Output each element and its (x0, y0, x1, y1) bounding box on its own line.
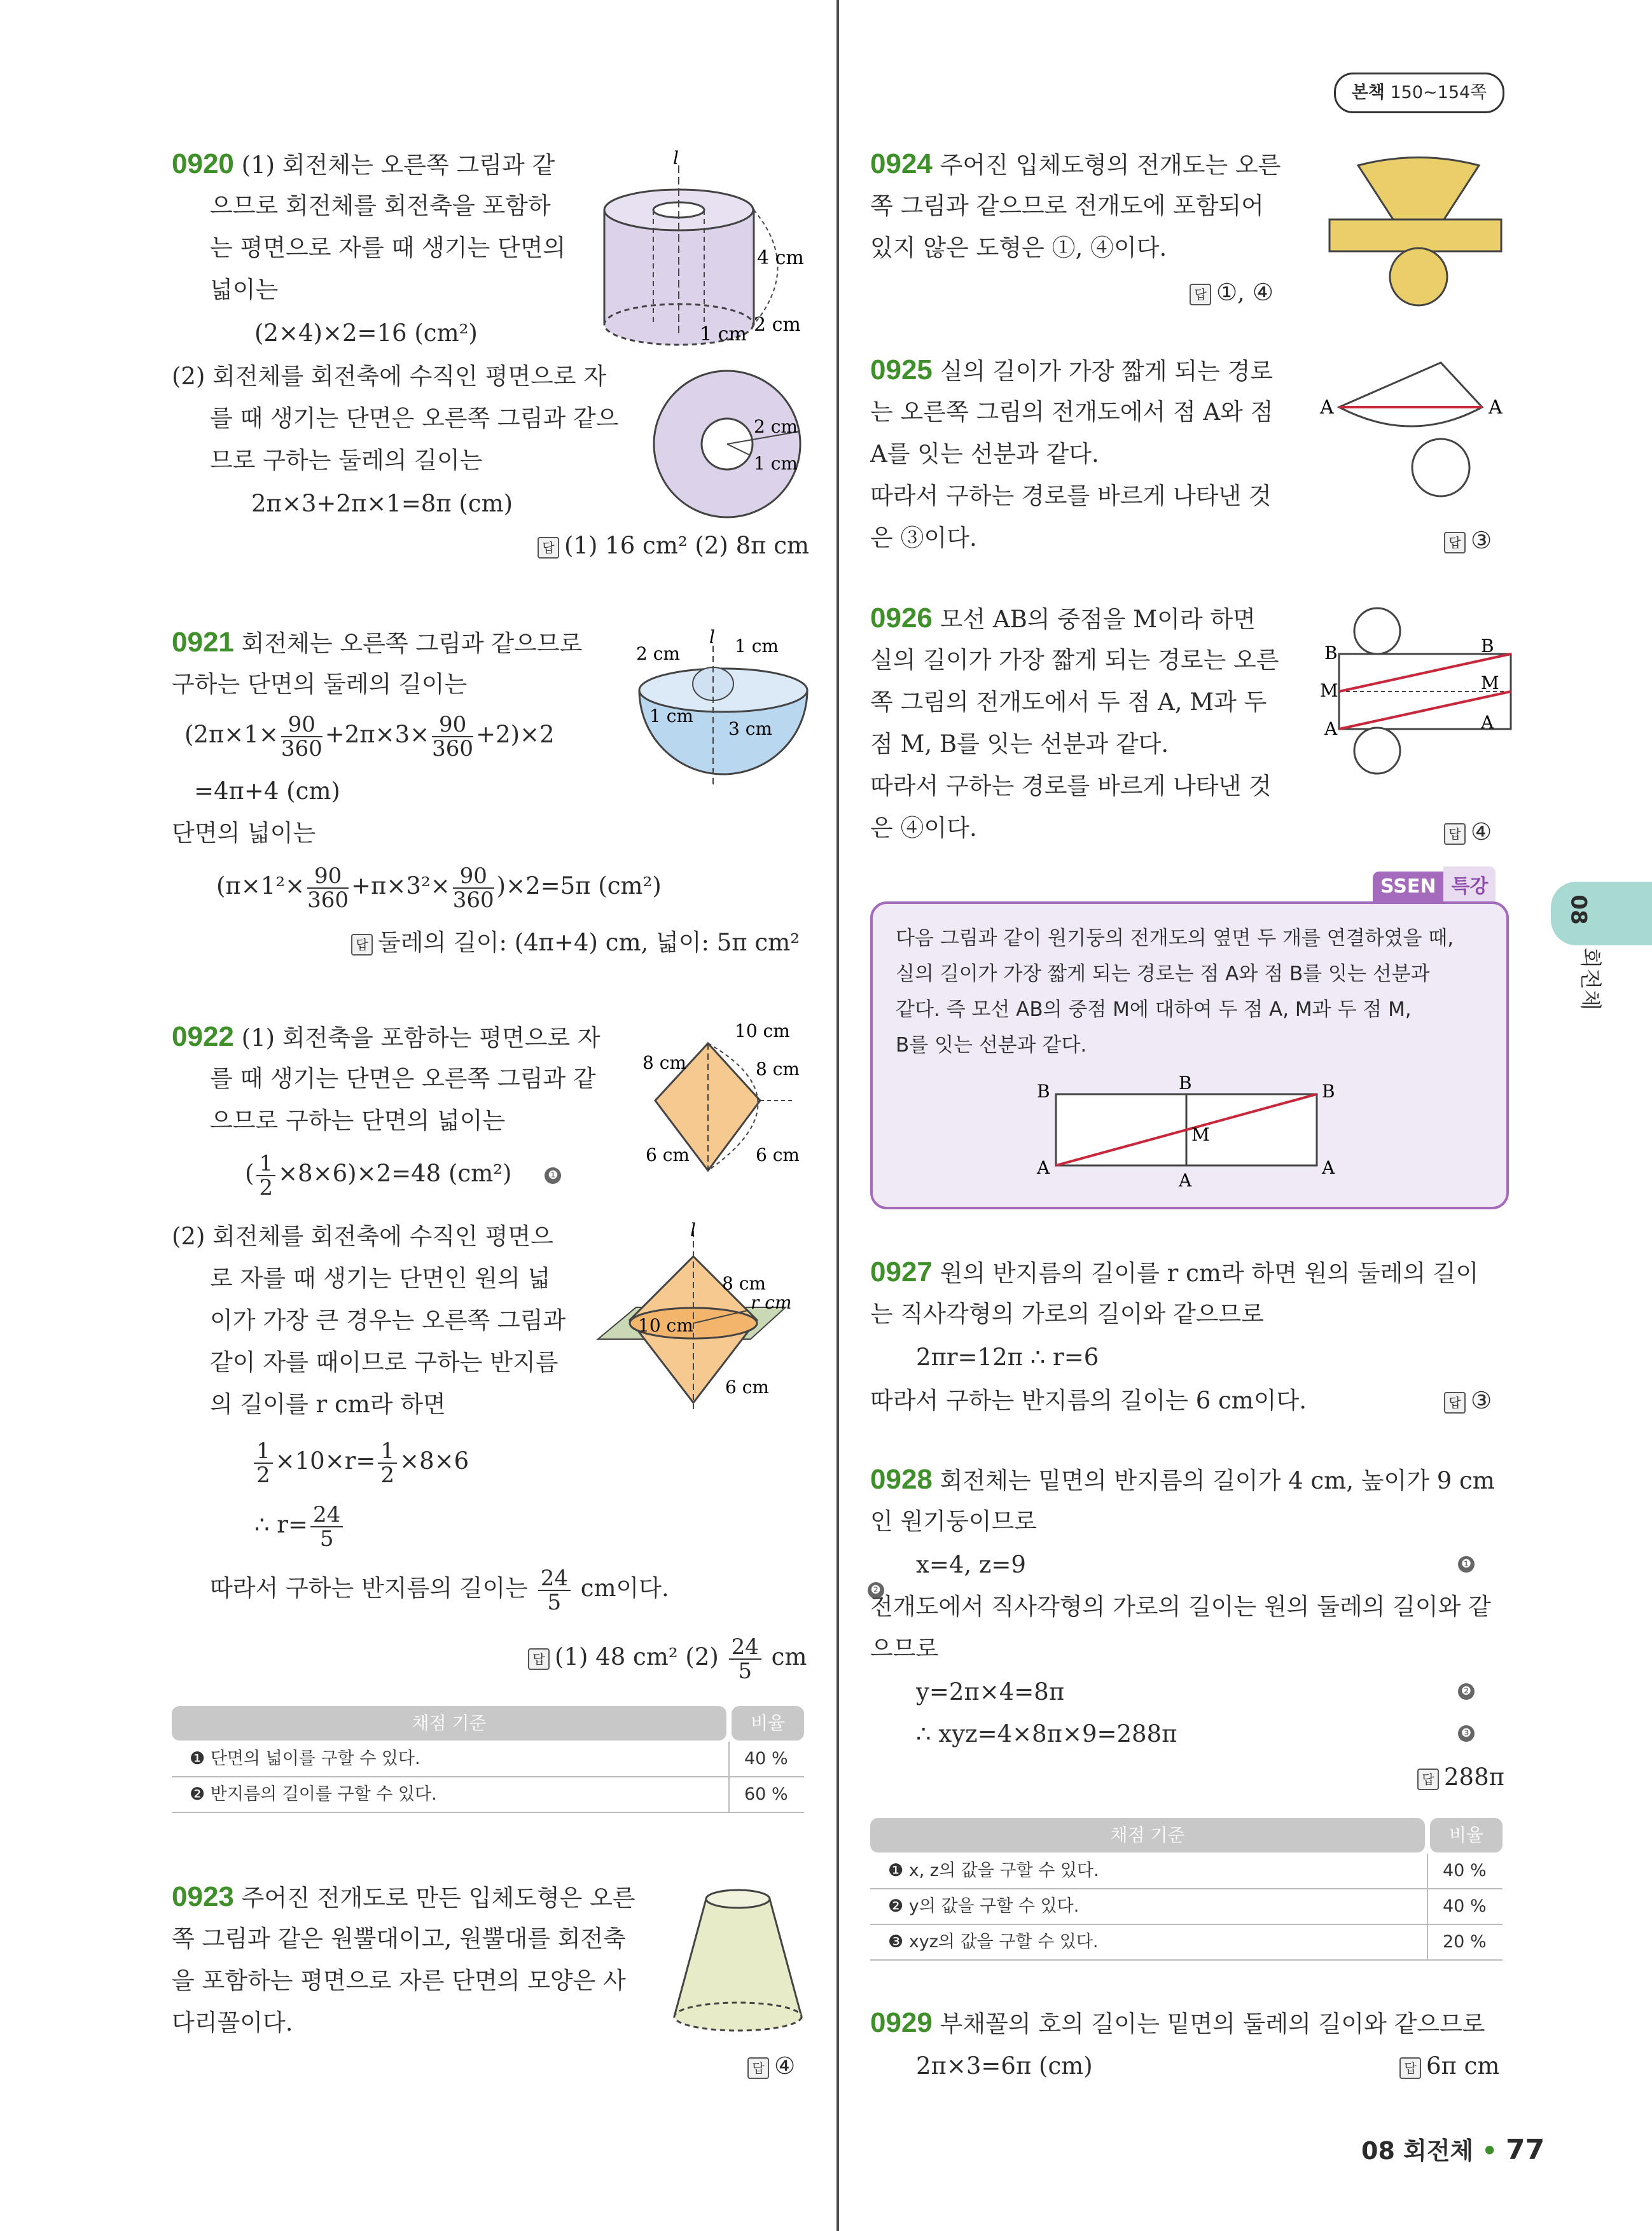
p0922-fig-8cm-r: 8 cm (756, 1059, 800, 1080)
p0925-number: 0925 (870, 354, 933, 386)
p0925-line4: 따라서 구하는 경로를 바르게 나타낸 것 (870, 482, 1272, 510)
p0922-line7: 이가 가장 큰 경우는 오른쪽 그림과 (210, 1307, 566, 1334)
p0921-line3: (2π×1× $\frac{90}{360}$ +2π×3× $\frac{90}{360}$ +2)×2 (184, 711, 555, 761)
answer-mark-icon: 답 (528, 1648, 550, 1670)
p0926-figure-cylinder-net (1310, 604, 1514, 776)
ssen-fig-m: M (1191, 1124, 1210, 1145)
step-marker-2: ❷ (868, 1582, 884, 1599)
p0922-line2: 를 때 생기는 단면은 오른쪽 그림과 같 (210, 1065, 596, 1092)
p0921-fig-2cm: 2 cm (636, 643, 680, 664)
p0925-line5: 은 ③이다. (870, 524, 977, 552)
p0922-line4: ( $\frac{1}{2}$ ×8×6)×2=48 (cm²) ❶ (245, 1151, 561, 1199)
p0922-fig2-10cm: 10 cm (638, 1315, 693, 1336)
footer-bullet: • (1482, 2137, 1497, 2165)
p0928-line4: 전개도에서 직사각형의 가로의 길이는 원의 둘레의 길이와 같 (870, 1593, 1491, 1620)
answer-mark-icon: 답 (1444, 532, 1466, 553)
p0925-fig-a-right: A (1489, 396, 1503, 419)
p0922-line8: 같이 자를 때이므로 구하는 반지름 (210, 1349, 559, 1376)
p0922-answer: 답 (1) 48 cm² (2) $\frac{24}{5}$ cm (528, 1635, 807, 1683)
p0922-line11: ∴ r= $\frac{24}{5}$ (254, 1503, 345, 1550)
p0928-step2: ❷ (1458, 1683, 1475, 1700)
p0920-figure-annulus (642, 361, 814, 539)
p0926-number: 0926 (870, 602, 933, 634)
p0929-answer: 답 6π cm (1399, 2052, 1499, 2080)
p0922-fig2-rcm: r cm (751, 1292, 792, 1313)
p0928-line2: 인 원기둥이므로 (870, 1508, 1037, 1535)
fraction: $\frac{90}{360}$ (281, 711, 323, 761)
p0928-line1: 0928 회전체는 밑면의 반지름의 길이가 4 cm, 높이가 9 cm (870, 1464, 1495, 1495)
p0926-fig-a-right: A (1481, 712, 1494, 733)
ssen-fig-a-left: A (1037, 1157, 1050, 1178)
p0929-line1: 0929 부채꼴의 호의 길이는 밑면의 둘레의 길이와 같으므로 (870, 2007, 1485, 2038)
grading-header-criteria: 채점 기준 (870, 1818, 1425, 1852)
p0928-line3: x=4, z=9 (916, 1551, 1026, 1578)
fraction: $\frac{24}{5}$ (538, 1567, 571, 1614)
page-ref-badge (1334, 73, 1504, 113)
p0928-number: 0928 (870, 1464, 933, 1495)
p0921-line4: =4π+4 (cm) (194, 777, 340, 805)
p0928-step1: ❶ (1458, 1556, 1475, 1573)
p0920-answer: 답 (1) 16 cm² (2) 8π cm (538, 532, 809, 560)
p0920-line9: 2π×3+2π×1=8π (cm) (251, 490, 513, 517)
p0924-number: 0924 (870, 148, 933, 179)
p0926-fig-b-left: B (1324, 643, 1338, 664)
p0920-line4: 넓이는 (210, 276, 279, 303)
chapter-side-number: 08 (1565, 894, 1592, 925)
fraction: $\frac{1}{2}$ (254, 1440, 273, 1487)
p0925-line3: A를 잇는 선분과 같다. (870, 440, 1099, 468)
grading-row: ❷ y의 값을 구할 수 있다. 40 % (870, 1889, 1503, 1925)
p0920-fig-1cm: 1 cm (700, 323, 747, 345)
ssen-line2: 실의 길이가 가장 짧게 되는 경로는 점 A와 점 B를 잇는 선분과 (896, 963, 1430, 985)
p0926-fig-m-right: M (1481, 672, 1499, 693)
step-marker-1: ❶ (545, 1167, 561, 1184)
p0921-fig-1cm-top: 1 cm (735, 636, 779, 657)
p0922-fig-6cm-l: 6 cm (646, 1144, 690, 1165)
p0927-line4: 따라서 구하는 반지름의 길이는 6 cm이다. (870, 1387, 1307, 1414)
p0928-line6: y=2π×4=8π (916, 1678, 1065, 1706)
p0920-line1: 0920 (1) 회전체는 오른쪽 그림과 같 (172, 148, 555, 179)
p0929-number: 0929 (870, 2007, 933, 2038)
p0920-line6: (2) 회전체를 회전축에 수직인 평면으로 자 (172, 363, 607, 390)
ssen-fig-b-right: B (1322, 1081, 1335, 1102)
p0923-line2: 쪽 그림과 같은 원뿔대이고, 원뿔대를 회전축 (172, 1925, 626, 1952)
grading-table-0922 (172, 1706, 804, 1814)
p0922-line3: 으므로 구하는 단면의 넓이는 (210, 1107, 506, 1134)
p0920-line3: 는 평면으로 자를 때 생기는 단면의 (210, 234, 566, 261)
grading-row: ❶ 단면의 넓이를 구할 수 있다. 40 % (172, 1742, 804, 1777)
answer-mark-icon: 답 (1417, 1769, 1439, 1790)
ssen-fig-b-left: B (1037, 1081, 1050, 1102)
p0924-line2: 쪽 그림과 같으므로 전개도에 포함되어 (870, 192, 1264, 219)
p0927-line3: 2πr=12π ∴ r=6 (916, 1344, 1099, 1371)
p0926-fig-m-left: M (1320, 680, 1338, 701)
answer-mark-icon: 답 (1444, 1392, 1466, 1414)
p0923-line3: 을 포함하는 평면으로 자른 단면의 모양은 사 (172, 1967, 626, 1994)
grading-header-criteria: 채점 기준 (172, 1706, 726, 1741)
p0920-fig-2cm: 2 cm (754, 314, 801, 336)
p0922-fig2-6cm: 6 cm (725, 1377, 769, 1398)
p0926-line6: 은 ④이다. (870, 814, 977, 842)
p0920-line2: 으므로 회전체를 회전축을 포함하 (210, 192, 551, 219)
p0921-fig-1cm: 1 cm (649, 705, 693, 726)
p0922-fig-8cm-l: 8 cm (642, 1052, 686, 1073)
answer-mark-icon: 답 (351, 934, 373, 956)
ssen-figure-two-nets (1031, 1072, 1349, 1193)
p0920-line8: 므로 구하는 둘레의 길이는 (210, 447, 483, 474)
ssen-line3: 같다. 즉 모선 AB의 중점 M에 대하여 두 점 A, M과 두 점 M, (896, 998, 1412, 1021)
ssen-tag-special: 특강 (1443, 866, 1496, 902)
grading-row: ❶ x, z의 값을 구할 수 있다. 40 % (870, 1854, 1503, 1889)
answer-mark-icon: 답 (538, 537, 559, 559)
footer-chapter: 08 회전체 (1361, 2137, 1474, 2165)
p0924-line3: 있지 않은 도형은 ①, ④이다. (870, 234, 1167, 261)
p0923-figure-frustum (665, 1880, 811, 2039)
p0929-line2: 2π×3=6π (cm) (916, 2052, 1093, 2080)
p0925-answer: 답 ③ (1444, 527, 1492, 555)
p0923-answer: 답 ④ (747, 2052, 795, 2080)
fraction: $\frac{90}{360}$ (307, 863, 349, 913)
p0921-figure-hemisphere (633, 627, 824, 792)
page-ref-pages: 150~154쪽 (1390, 83, 1487, 102)
p0921-fig-3cm: 3 cm (728, 718, 772, 739)
page-ref-bold: 본책 (1351, 83, 1385, 102)
p0924-answer: 답 ①, ④ (1190, 279, 1274, 307)
p0922-fig-6cm-r: 6 cm (756, 1144, 800, 1165)
p0920-fig2-1cm: 1 cm (754, 453, 798, 474)
p0921-answer: 답 둘레의 길이: (4π+4) cm, 넓이: 5π cm² (351, 929, 800, 957)
p0921-line5: 단면의 넓이는 (172, 819, 316, 847)
p0922-fig2-8cm: 8 cm (722, 1273, 766, 1294)
p0925-fig-a-left: A (1320, 396, 1334, 419)
p0926-line4: 점 M, B를 잇는 선분과 같다. (870, 730, 1169, 758)
p0920-figure-cylinder (592, 146, 827, 350)
p0927-answer: 답 ③ (1444, 1387, 1492, 1415)
p0928-step3: ❸ (1458, 1725, 1475, 1742)
chapter-side-title: 회전체 (1577, 947, 1603, 1011)
p0922-line12: 따라서 구하는 반지름의 길이는 $\frac{24}{5}$ cm이다. ❷ (210, 1566, 884, 1614)
ssen-fig-b-mid: B (1179, 1073, 1192, 1094)
p0926-fig-a-left: A (1324, 718, 1338, 739)
ssen-tag (1373, 866, 1496, 902)
p0926-line3: 쪽 그림의 전개도에서 두 점 A, M과 두 (870, 688, 1267, 716)
p0926-answer: 답 ④ (1444, 818, 1492, 846)
p0921-line6: (π×1²× $\frac{90}{360}$ +π×3²× $\frac{90}{360}$ )×2=5π (cm²) (216, 863, 662, 913)
answer-mark-icon: 답 (1190, 284, 1211, 305)
fraction: $\frac{90}{360}$ (432, 711, 474, 761)
p0922-number: 0922 (172, 1021, 234, 1052)
p0921-line2: 구하는 단면의 둘레의 길이는 (172, 671, 468, 698)
fraction: $\frac{24}{5}$ (729, 1636, 761, 1683)
p0920-line5: (2×4)×2=16 (cm²) (254, 319, 478, 347)
fraction: $\frac{24}{5}$ (310, 1503, 343, 1550)
page-footer (1361, 2131, 1544, 2166)
p0925-line2: 는 오른쪽 그림의 전개도에서 점 A와 점 (870, 398, 1274, 426)
p0922-figure-section (642, 1018, 821, 1190)
p0926-line2: 실의 길이가 가장 짧게 되는 경로는 오른 (870, 646, 1279, 674)
p0926-line1: 0926 모선 AB의 중점을 M이라 하면 (870, 602, 1256, 634)
p0928-line5: 으므로 (870, 1635, 939, 1662)
p0920-fig-4cm: 4 cm (757, 247, 804, 269)
p0922-line5: (2) 회전체를 회전축에 수직인 평면으 (172, 1223, 553, 1250)
ssen-tag-ssen: SSEN (1373, 872, 1443, 901)
p0920-line7: 를 때 생기는 단면은 오른쪽 그림과 같으 (210, 405, 619, 432)
p0925-line1: 0925 실의 길이가 가장 짧게 되는 경로 (870, 354, 1274, 386)
answer-mark-icon: 답 (1399, 2057, 1421, 2079)
p0920-number: 0920 (172, 148, 234, 179)
p0925-figure-cone-net (1310, 356, 1514, 503)
grading-table-0928 (870, 1818, 1503, 1962)
p0920-fig2-2cm: 2 cm (754, 416, 798, 437)
fraction: $\frac{90}{360}$ (452, 863, 494, 913)
p0923-number: 0923 (172, 1881, 234, 1912)
p0928-answer: 답 288π (1417, 1763, 1504, 1791)
p0922-line1: 0922 (1) 회전축을 포함하는 평면으로 자 (172, 1021, 600, 1052)
p0922-line9: 의 길이를 r cm라 하면 (210, 1391, 446, 1418)
grading-row: ❷ 반지름의 길이를 구할 수 있다. 60 % (172, 1777, 804, 1813)
p0928-line7: ∴ xyz=4×8π×9=288π (916, 1720, 1177, 1748)
p0920-fig-axis-label: l (673, 148, 679, 169)
p0922-line10: $\frac{1}{2}$ ×10×r= $\frac{1}{2}$ ×8×6 (251, 1439, 469, 1487)
p0924-line1: 0924 주어진 입체도형의 전개도는 오른 (870, 148, 1281, 179)
p0927-line2: 는 직사각형의 가로의 길이와 같으므로 (870, 1300, 1264, 1328)
column-divider (836, 0, 839, 2231)
answer-mark-icon: 답 (747, 2057, 769, 2079)
grading-header-ratio: 비율 (1430, 1818, 1503, 1852)
answer-mark-icon: 답 (1444, 823, 1466, 845)
grading-row: ❸ xyz의 값을 구할 수 있다. 20 % (870, 1925, 1503, 1961)
grading-header-ratio: 비율 (732, 1706, 804, 1741)
p0924-figure-net (1323, 146, 1508, 312)
ssen-fig-a-mid: A (1179, 1170, 1192, 1191)
p0922-fig2-axis-label: l (690, 1220, 696, 1241)
p0921-fig-axis-label: l (709, 627, 715, 648)
p0926-fig-b-right: B (1481, 636, 1494, 657)
p0927-number: 0927 (870, 1256, 933, 1288)
p0923-line4: 다리꼴이다. (172, 2009, 293, 2036)
p0926-line5: 따라서 구하는 경로를 바르게 나타낸 것 (870, 772, 1272, 800)
fraction: $\frac{1}{2}$ (256, 1152, 275, 1199)
footer-page-number: 77 (1506, 2134, 1545, 2166)
p0923-line1: 0923 주어진 전개도로 만든 입체도형은 오른 (172, 1881, 635, 1912)
p0921-number: 0921 (172, 627, 234, 658)
fraction: $\frac{1}{2}$ (378, 1440, 397, 1487)
p0921-line1: 0921 회전체는 오른쪽 그림과 같으므로 (172, 627, 583, 658)
ssen-line4: B를 잇는 선분과 같다. (896, 1034, 1087, 1057)
p0922-line6: 로 자를 때 생기는 단면인 원의 넓 (210, 1265, 551, 1292)
ssen-line1: 다음 그림과 같이 원기둥의 전개도의 옆면 두 개를 연결하였을 때, (896, 927, 1454, 950)
p0922-figure-double-cone (595, 1218, 817, 1415)
ssen-fig-a-right: A (1322, 1157, 1335, 1178)
p0927-line1: 0927 원의 반지름의 길이를 r cm라 하면 원의 둘레의 길이 (870, 1256, 1479, 1288)
p0922-fig-10cm: 10 cm (735, 1020, 790, 1041)
